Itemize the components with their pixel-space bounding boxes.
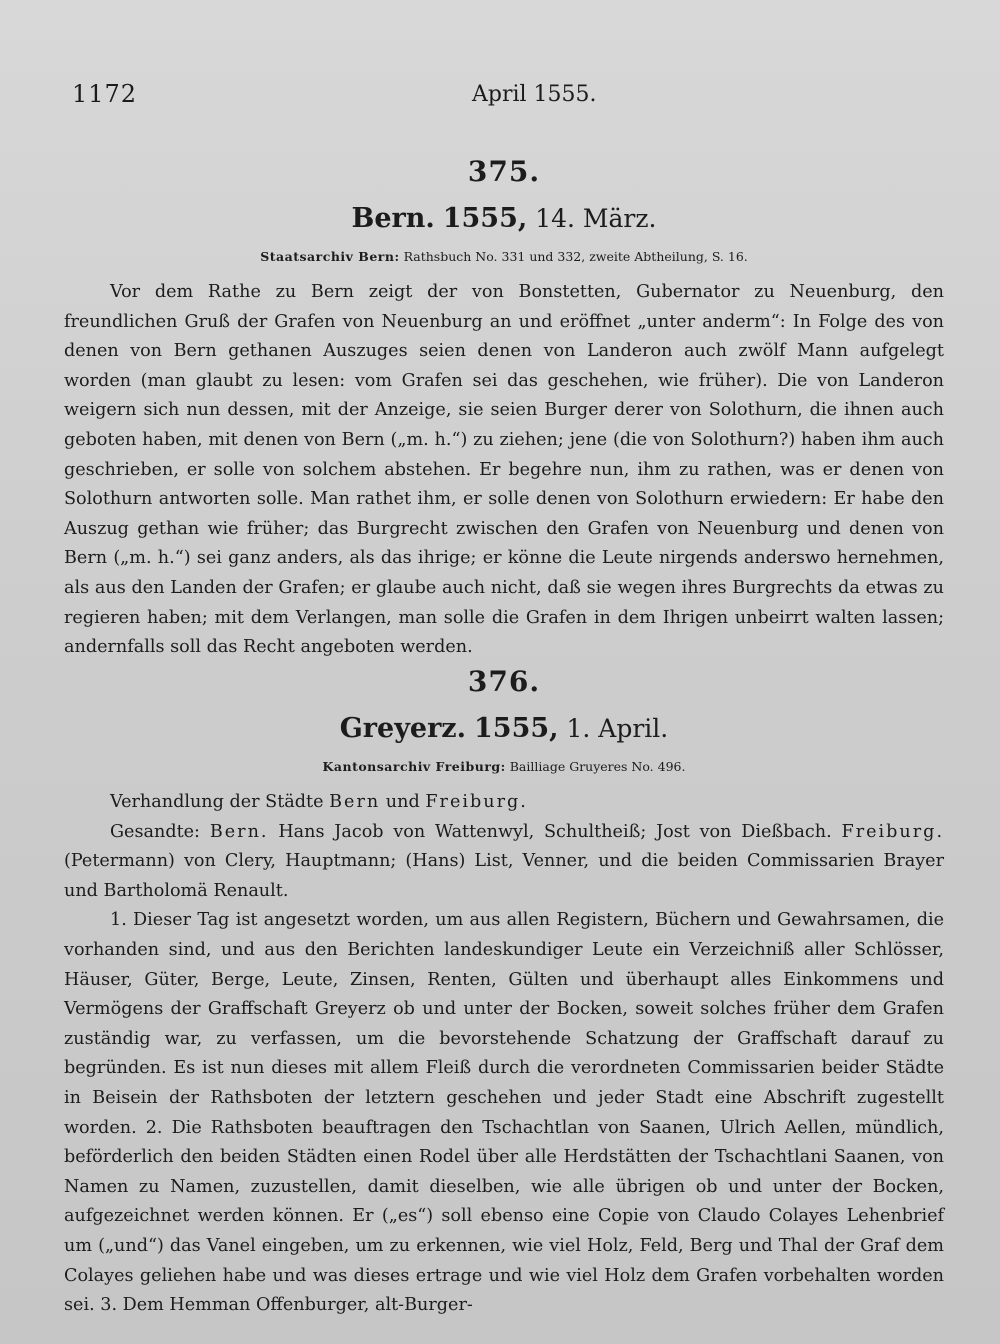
source-reference: Bailliage Gruyeres No. 496.	[509, 759, 686, 774]
heading-date: 1. April.	[566, 714, 669, 743]
running-head	[72, 80, 932, 114]
intro-paragraph	[64, 788, 944, 818]
intro-bern: Bern	[329, 792, 381, 812]
heading-year: 1555,	[474, 713, 559, 744]
page-number: 1172	[72, 80, 138, 108]
intro-and: und	[385, 792, 420, 812]
heading-place: Bern.	[351, 203, 435, 234]
source-reference: Rathsbuch No. 331 und 332, zweite Abtheilung, S. 16.	[403, 249, 748, 264]
envoys-freiburg-names: (Petermann) von Clery, Hauptmann; (Hans) List, Venner, und die beiden Commissarien Brayer und Bartholomä Renault.	[64, 851, 944, 901]
document-number: 376.	[467, 665, 541, 698]
envoys-bern: Bern.	[209, 821, 269, 842]
document-375	[64, 150, 944, 663]
document-number: 375.	[467, 155, 541, 188]
document-heading	[64, 194, 944, 244]
envoys-bern-names: Hans Jacob von Wattenwyl, Schultheiß; Jost von Dießbach.	[278, 821, 832, 842]
heading-date: 14. März.	[535, 204, 657, 233]
source-archive: Kantonsarchiv Freiburg:	[322, 759, 506, 774]
source-citation	[64, 244, 944, 270]
document-body: 1. Dieser Tag ist angesetzt worden, um aus allen Registern, Büchern und Gewahrsamen, die vorhanden sind, und aus den Berichten landeskundiger Leute ein Verzeichniß aller Schlösser, Häuser, Güter, Berge, Leute, Zinsen, Renten, Gülten und überhaupt alles Einkommens und Vermögens der Graffschaft Greyerz ob und unter der Bocken, soweit solches früher dem Grafen zuständig war, zu verfassen, um die bevorstehende Schatzung der Graffschaft darauf zu begründen. Es ist nun dieses mit allem Fleiß durch die verordneten Commissarien beider Städte in Beisein der Rathsboten der letztern geschehen und jeder Stadt eine Abschrift zugestellt worden. 2. Die Rathsboten beauftragen den Tschachtlan von Saanen, Ulrich Aellen, mündlich, beförderlich den beiden Städten einen Rodel über alle Herdstätten der Tschachtlani Saanen, von Namen zu Namen, zuzustellen, damit dieselben, wie alle übrigen ob und unter der Bocken, aufgezeichnet werden können. Er („es“) soll ebenso eine Copie von Claudo Colayes Lehenbrief um („und“) das Vanel eingeben, um zu erkennen, wie viel Holz, Feld, Berg und Thal der Graf dem Colayes geliehen habe und was dieses ertrage und wie viel Holz dem Grafen vorbehalten worden sei. 3. Dem Hemman Offenburger, alt-Burger-	[64, 910, 944, 1316]
source-citation	[64, 754, 944, 780]
envoys-label: Gesandte:	[110, 821, 200, 842]
heading-place: Greyerz.	[339, 713, 467, 744]
intro-freiburg: Freiburg.	[425, 792, 528, 812]
document-body: Vor dem Rathe zu Bern zeigt der von Bonstetten, Gubernator zu Neuenburg, den freundlichen Gruß der Grafen von Neuenburg an und eröffnet „unter anderm“: In Folge des von denen von Bern gethanen Auszuges seien denen von Landeron auch zwölf Mann aufgelegt worden (man glaubt zu lesen: vom Grafen sei das geschehen, wie früher). Die von Landeron weigern sich nun dessen, mit der Anzeige, sie seien Burger derer von Solothurn, die ihnen auch geboten haben, mit denen von Bern („m. h.“) zu ziehen; jene (die von Solothurn?) haben ihm auch geschrieben, er solle von solchem abstehen. Er begehre nun, ihm zu rathen, was er denen von Solothurn antworten solle. Man rathet ihm, er solle denen von Solothurn erwiedern: Er habe den Auszug gethan wie früher; das Burgrecht zwischen den Grafen von Neuenburg und denen von Bern („m. h.“) sei ganz anders, als das ihrige; er könne die Leute nirgends anderswo hernehmen, als aus den Landen der Grafen; er glaube auch nicht, daß sie wegen ihres Burgrechts da etwas zu regieren haben; mit dem Verlangen, man solle die Grafen in dem Ihrigen unbeirrt walten lassen; andernfalls soll das Recht angeboten werden.	[64, 282, 944, 658]
source-archive: Staatsarchiv Bern:	[260, 249, 400, 264]
document-376	[64, 660, 944, 1321]
envoys-paragraph	[64, 818, 944, 907]
document-heading	[64, 704, 944, 754]
intro-prefix: Verhandlung der Städte	[110, 792, 324, 812]
envoys-freiburg: Freiburg.	[841, 821, 945, 842]
running-title: April 1555.	[472, 82, 597, 107]
heading-year: 1555,	[442, 203, 528, 234]
